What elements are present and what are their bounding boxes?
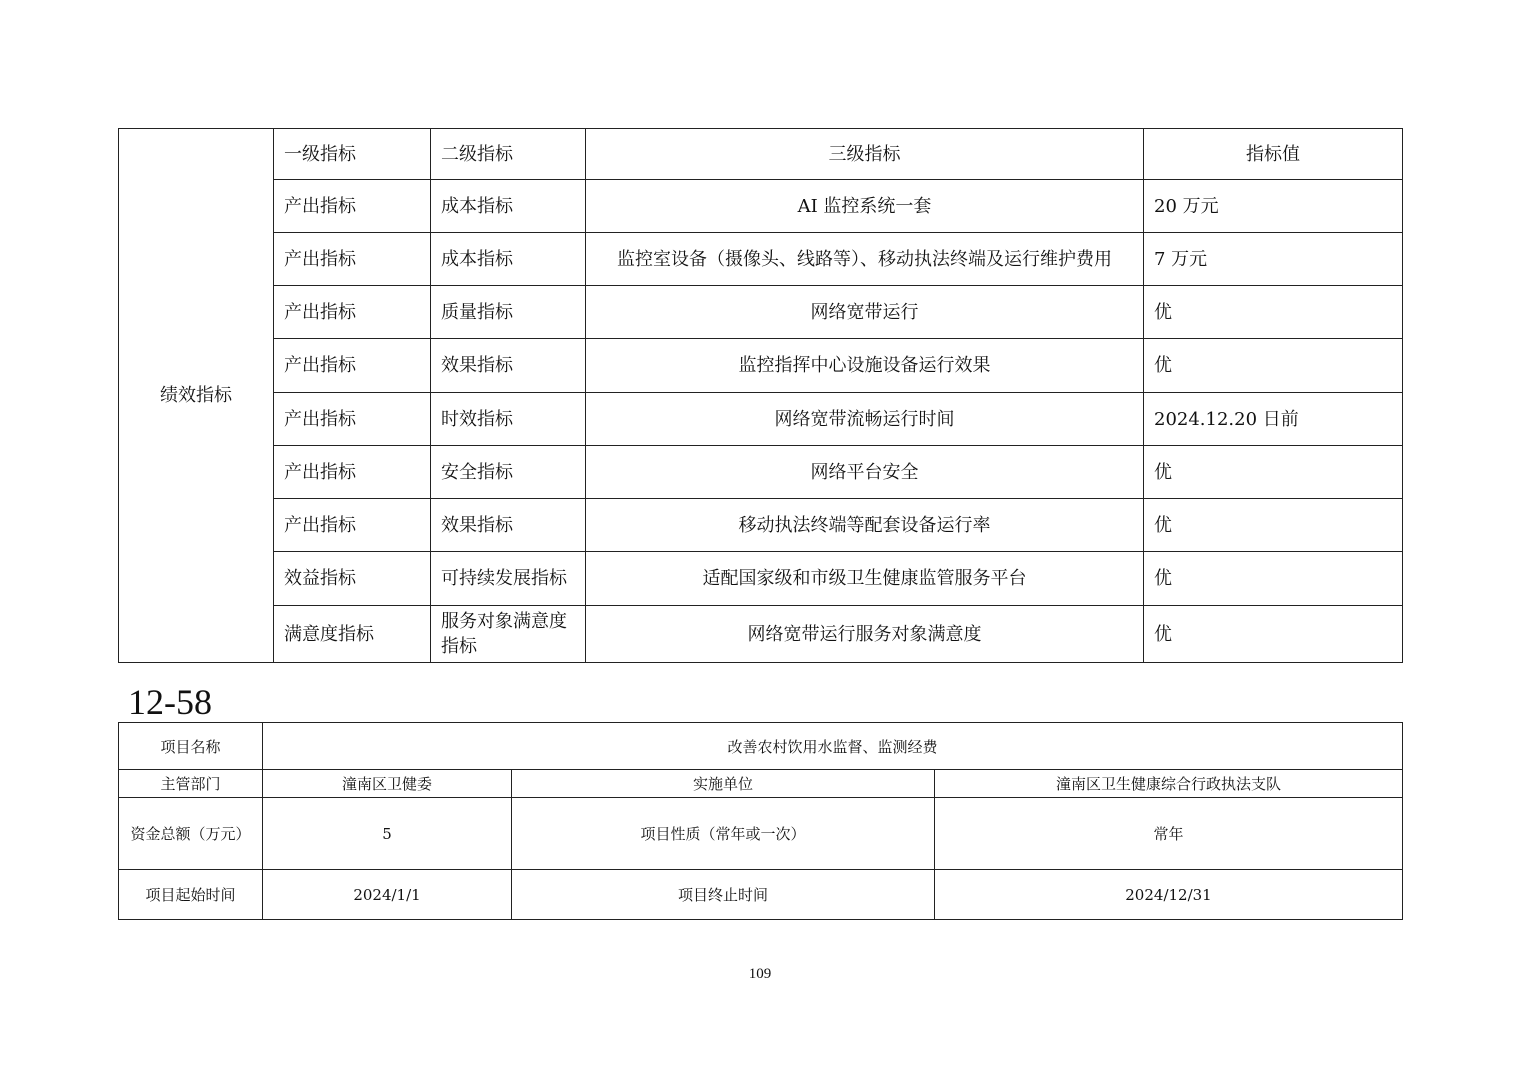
- level1-cell: 满意度指标: [274, 606, 431, 663]
- level2-cell: 安全指标: [431, 446, 586, 499]
- project-name-label: 项目名称: [119, 723, 263, 770]
- table-row: [119, 770, 1403, 798]
- value-cell: 优: [1144, 552, 1403, 606]
- level3-cell: 网络宽带流畅运行时间: [586, 393, 1144, 446]
- header-value: 指标值: [1144, 129, 1403, 180]
- table-row: [119, 870, 1403, 920]
- level3-cell: 适配国家级和市级卫生健康监管服务平台: [586, 552, 1144, 606]
- end-label: 项目终止时间: [512, 870, 935, 920]
- table-header-row: [119, 129, 1403, 180]
- nature-label: 项目性质（常年或一次）: [512, 798, 935, 870]
- table-row: [119, 723, 1403, 770]
- group-label-cell: 绩效指标: [119, 129, 274, 663]
- table-row: [119, 180, 1403, 233]
- performance-table-body: [119, 129, 1403, 663]
- impl-label: 实施单位: [512, 770, 935, 798]
- start-label: 项目起始时间: [119, 870, 263, 920]
- funds-value: 5: [263, 798, 512, 870]
- level1-cell: 产出指标: [274, 393, 431, 446]
- level3-cell: AI 监控系统一套: [586, 180, 1144, 233]
- nature-value: 常年: [935, 798, 1403, 870]
- value-cell: 优: [1144, 446, 1403, 499]
- level1-cell: 产出指标: [274, 233, 431, 286]
- start-value: 2024/1/1: [263, 870, 512, 920]
- level2-cell: 效果指标: [431, 499, 586, 552]
- page-number: 109: [748, 966, 772, 982]
- level2-cell: 质量指标: [431, 286, 586, 339]
- project-info-table: [118, 722, 1403, 920]
- level1-cell: 产出指标: [274, 286, 431, 339]
- value-cell: 优: [1144, 339, 1403, 393]
- value-cell: 7 万元: [1144, 233, 1403, 286]
- level3-cell: 网络宽带运行服务对象满意度: [586, 606, 1144, 663]
- header-level1: 一级指标: [274, 129, 431, 180]
- table-row: [119, 798, 1403, 870]
- table-row: [119, 286, 1403, 339]
- value-cell: 优: [1144, 606, 1403, 663]
- level1-cell: 效益指标: [274, 552, 431, 606]
- level1-cell: 产出指标: [274, 446, 431, 499]
- header-level2: 二级指标: [431, 129, 586, 180]
- table-row: [119, 446, 1403, 499]
- level3-cell: 网络宽带运行: [586, 286, 1144, 339]
- level2-cell: 成本指标: [431, 180, 586, 233]
- level2-cell: 服务对象满意度指标: [431, 606, 586, 663]
- section-heading: 12-58: [128, 682, 212, 722]
- level3-cell: 移动执法终端等配套设备运行率: [586, 499, 1144, 552]
- level2-cell: 时效指标: [431, 393, 586, 446]
- level1-cell: 产出指标: [274, 339, 431, 393]
- table-row: [119, 606, 1403, 663]
- level3-cell: 监控指挥中心设施设备运行效果: [586, 339, 1144, 393]
- table-row: [119, 233, 1403, 286]
- dept-label: 主管部门: [119, 770, 263, 798]
- impl-value: 潼南区卫生健康综合行政执法支队: [935, 770, 1403, 798]
- funds-label: 资金总额（万元）: [119, 798, 263, 870]
- level1-cell: 产出指标: [274, 499, 431, 552]
- table-row: [119, 393, 1403, 446]
- table-row: [119, 552, 1403, 606]
- value-cell: 2024.12.20 日前: [1144, 393, 1403, 446]
- value-cell: 20 万元: [1144, 180, 1403, 233]
- level2-cell: 可持续发展指标: [431, 552, 586, 606]
- level3-cell: 网络平台安全: [586, 446, 1144, 499]
- level2-cell: 效果指标: [431, 339, 586, 393]
- level2-cell: 成本指标: [431, 233, 586, 286]
- performance-indicator-table: [118, 128, 1403, 663]
- level3-cell: 监控室设备（摄像头、线路等）、移动执法终端及运行维护费用: [586, 233, 1144, 286]
- dept-value: 潼南区卫健委: [263, 770, 512, 798]
- table-row: [119, 499, 1403, 552]
- end-value: 2024/12/31: [935, 870, 1403, 920]
- level1-cell: 产出指标: [274, 180, 431, 233]
- header-level3: 三级指标: [586, 129, 1144, 180]
- value-cell: 优: [1144, 286, 1403, 339]
- table-row: [119, 339, 1403, 393]
- project-name-value: 改善农村饮用水监督、监测经费: [263, 723, 1403, 770]
- value-cell: 优: [1144, 499, 1403, 552]
